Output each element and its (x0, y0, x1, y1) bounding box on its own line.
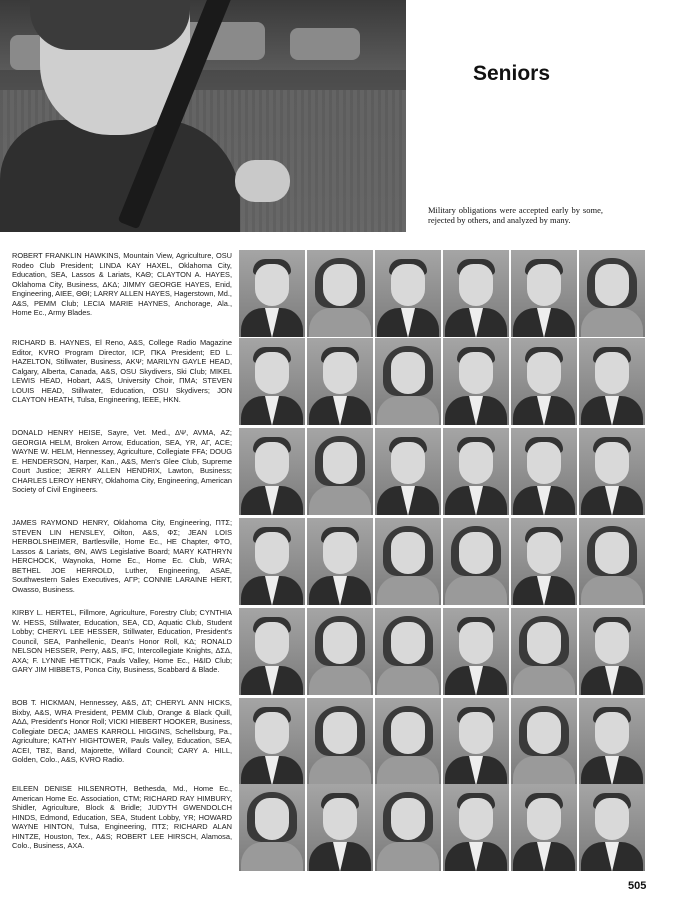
torso (377, 842, 439, 871)
senior-portrait (307, 698, 373, 785)
face (527, 352, 561, 394)
torso (445, 576, 507, 605)
senior-portrait (511, 608, 577, 695)
face (595, 532, 629, 574)
face (527, 712, 561, 754)
senior-portrait (443, 698, 509, 785)
senior-portrait (307, 428, 373, 515)
face (391, 532, 425, 574)
face (527, 264, 561, 306)
bio-block: JAMES RAYMOND HENRY, Oklahoma City, Engineering, ΠΤΣ; STEVEN LIN HENSLEY, Oilton, A&S, ΦΣ; JEAN LOIS HERBOLSHEIMER, Bartlesville, Home Ec., HE Chapter, ΦΤΟ, Lassos & Lariats, ΘΝ, AWS Legislative Board; MARY KATHRYN HERCHOCK, Waynoka, Home Ec., Home Ec. Club, WRA; BETHEL JOE HERROLD, Luther, Engineering, ASAE, Southwestern Sales Executives, ΑΓΡ; CONNIE LARAINE HERT, Owasso, Business. (12, 518, 232, 594)
face (255, 264, 289, 306)
face (391, 712, 425, 754)
torso (309, 308, 371, 337)
senior-portrait (511, 250, 577, 337)
face (595, 442, 629, 484)
face (459, 352, 493, 394)
bio-block: KIRBY L. HERTEL, Fillmore, Agriculture, Forestry Club; CYNTHIA W. HESS, Stillwater, Education, SEA, CD, Aquatic Club, Student Lobby; CHERYL LEE HESSER, Stillwater, Education, President's Council, SEA, Panhellenic, Dean's Honor Roll, ΚΔ; RONALD NELSON HESSER, Perry, A&S, IFC, Intercollegiate Knights, ΔΣΔ, ΑΧΑ; F. LYNNE HETTICK, Pauls Valley, Home Ec., H&ID Club; GARY JIM HIBBETS, Ponca City, Business, Scabbard & Blade. (12, 608, 232, 674)
parked-car (290, 28, 360, 60)
portrait-row (239, 338, 646, 425)
portrait-row (239, 698, 646, 785)
senior-portrait (579, 608, 645, 695)
senior-portrait (239, 608, 305, 695)
torso (241, 842, 303, 871)
portrait-row (239, 250, 646, 337)
face (595, 352, 629, 394)
torso (309, 486, 371, 515)
face (595, 622, 629, 664)
senior-portrait (579, 250, 645, 337)
face (595, 798, 629, 840)
bio-block: RICHARD B. HAYNES, El Reno, A&S, College Radio Magazine Editor, KVRO Program Director, ICP, ΠΚΑ President; ED L. HAZELTON, Stillwater, Business, ΑΚΨ; MARILYN GAYLE HEAD, Calgary, Alberta, Canada, A&S, OSU Skydivers, Ski Club; MIKEL LEWIS HEAD, Hobart, A&S, University Choir, ΠΜΑ; STEVEN LOUIS HEAD, Stillwater, Education, OSU Skydivers; JON CLAYTON HEATH, Tulsa, Engineering, IEEE, ΗΚΝ. (12, 338, 232, 404)
senior-portrait (375, 518, 441, 605)
senior-portrait (443, 784, 509, 871)
face (595, 712, 629, 754)
torso (309, 756, 371, 785)
senior-portrait (579, 428, 645, 515)
face (459, 532, 493, 574)
face (255, 442, 289, 484)
portrait-row (239, 428, 646, 515)
face (459, 622, 493, 664)
senior-portrait (579, 784, 645, 871)
face (459, 264, 493, 306)
face (391, 352, 425, 394)
face (255, 712, 289, 754)
senior-portrait (307, 518, 373, 605)
senior-portrait (443, 428, 509, 515)
senior-portrait (307, 784, 373, 871)
face (391, 798, 425, 840)
senior-portrait (239, 428, 305, 515)
face (391, 622, 425, 664)
senior-portrait (239, 784, 305, 871)
senior-portrait (307, 338, 373, 425)
senior-portrait (511, 698, 577, 785)
face (459, 798, 493, 840)
face (323, 532, 357, 574)
senior-portrait (511, 338, 577, 425)
senior-portrait (511, 518, 577, 605)
senior-portrait (375, 698, 441, 785)
senior-portrait (375, 250, 441, 337)
face (323, 352, 357, 394)
face (323, 798, 357, 840)
senior-portrait (375, 608, 441, 695)
face (459, 712, 493, 754)
bio-block: DONALD HENRY HEISE, Sayre, Vet. Med., ΔΨ, AVMA, ΑΖ; GEORGIA HELM, Broken Arrow, Education, SEA, YR, ΑΓ, ACE; WAYNE W. HELM, Hennessey, Agriculture, Collegiate FFA; DOUG E. HENDERSON, Harper, Kan., A&S, Men's Glee Club, Supreme Court Justice; JERRY ALLEN HENDRIX, Lawton, Business; CHARLES LEROY HENRY, Oklahoma City, Engineering, American Society of Civil Engineers. (12, 428, 232, 494)
senior-portrait (307, 608, 373, 695)
senior-portrait (443, 518, 509, 605)
torso (377, 666, 439, 695)
bio-block: ROBERT FRANKLIN HAWKINS, Mountain View, Agriculture, OSU Rodeo Club President; LINDA KAY HAXEL, Oklahoma City, Education, SEA, Lassos & Lariats, ΚΑΘ; CLAYTON A. HAYES, Oklahoma City, Business, ΔΚΔ; JIMMY GEORGE HAYES, Enid, Engineering, AIEE, ΘΘΙ; LARRY ALLEN HAYES, Hagerstown, Md., A&S, PEMM Club; LECIA MARIE HAYNES, Anchorage, Ala., Home Ec., Army Blades. (12, 251, 232, 317)
senior-portrait (443, 338, 509, 425)
senior-portrait (579, 698, 645, 785)
face (391, 264, 425, 306)
senior-portrait (579, 338, 645, 425)
senior-portrait (375, 338, 441, 425)
senior-portrait (239, 518, 305, 605)
senior-portrait (375, 428, 441, 515)
face (255, 622, 289, 664)
helmet (30, 0, 190, 50)
face (323, 622, 357, 664)
senior-portrait (511, 784, 577, 871)
senior-portrait (239, 250, 305, 337)
face (527, 532, 561, 574)
senior-portrait (511, 428, 577, 515)
face (255, 532, 289, 574)
senior-portrait (443, 250, 509, 337)
senior-portrait (307, 250, 373, 337)
torso (377, 576, 439, 605)
face (595, 264, 629, 306)
military-photo (0, 0, 406, 232)
face (459, 442, 493, 484)
face (255, 798, 289, 840)
face (323, 712, 357, 754)
torso (513, 666, 575, 695)
bio-block: BOB T. HICKMAN, Hennessey, A&S, ΔΤ; CHERYL ANN HICKS, Bixby, A&S, WRA President, PEMM Club, Orange & Black Quill, ΑΔΔ, President's Honor Roll; VICKI HIEBERT HOOKER, Business, Collegiate DECA; JAMES KARROLL HIGGINS, Schellsburg, Pa., Agriculture; KATHY HIGHTOWER, Pauls Valley, Education, SEA, ACEI, ΤΒΣ, Band, Majorette, Willard Council; CARY A. HILL, Golden, Colo., A&S, KVRO Radio. (12, 698, 232, 764)
face (527, 622, 561, 664)
torso (309, 666, 371, 695)
face (323, 264, 357, 306)
face (527, 798, 561, 840)
torso (377, 756, 439, 785)
portrait-row (239, 608, 646, 695)
face (391, 442, 425, 484)
senior-portrait (375, 784, 441, 871)
bio-block: EILEEN DENISE HILSENROTH, Bethesda, Md., Home Ec., American Home Ec. Association, CTM; RICHARD RAY HIMBURY, Shidler, Agriculture, Block & Bridle; JUDYTH GWENDOLCH HINDS, Edmond, Education, SEA, Student Lobby, YR; HOWARD WAYNE HINTON, Tulsa, Engineering, ΠΤΣ; RICHARD ALAN HINTZE, Houston, Tex., A&S; ROBERT LEE HIRSCH, Alamosa, Colo., Business, ΑΧΑ. (12, 784, 232, 850)
face (527, 442, 561, 484)
senior-portrait (239, 698, 305, 785)
face (323, 442, 357, 484)
torso (513, 756, 575, 785)
torso (377, 396, 439, 425)
portrait-row (239, 518, 646, 605)
face (255, 352, 289, 394)
senior-portrait (579, 518, 645, 605)
hand (235, 160, 290, 202)
photo-caption: Military obligations were accepted early by some, rejected by others, and analyzed by many. (428, 205, 603, 225)
torso (581, 308, 643, 337)
senior-portrait (443, 608, 509, 695)
page-number: 505 (628, 880, 647, 892)
torso (581, 576, 643, 605)
senior-portrait (239, 338, 305, 425)
page-heading: Seniors (473, 62, 551, 85)
portrait-row (239, 784, 646, 871)
